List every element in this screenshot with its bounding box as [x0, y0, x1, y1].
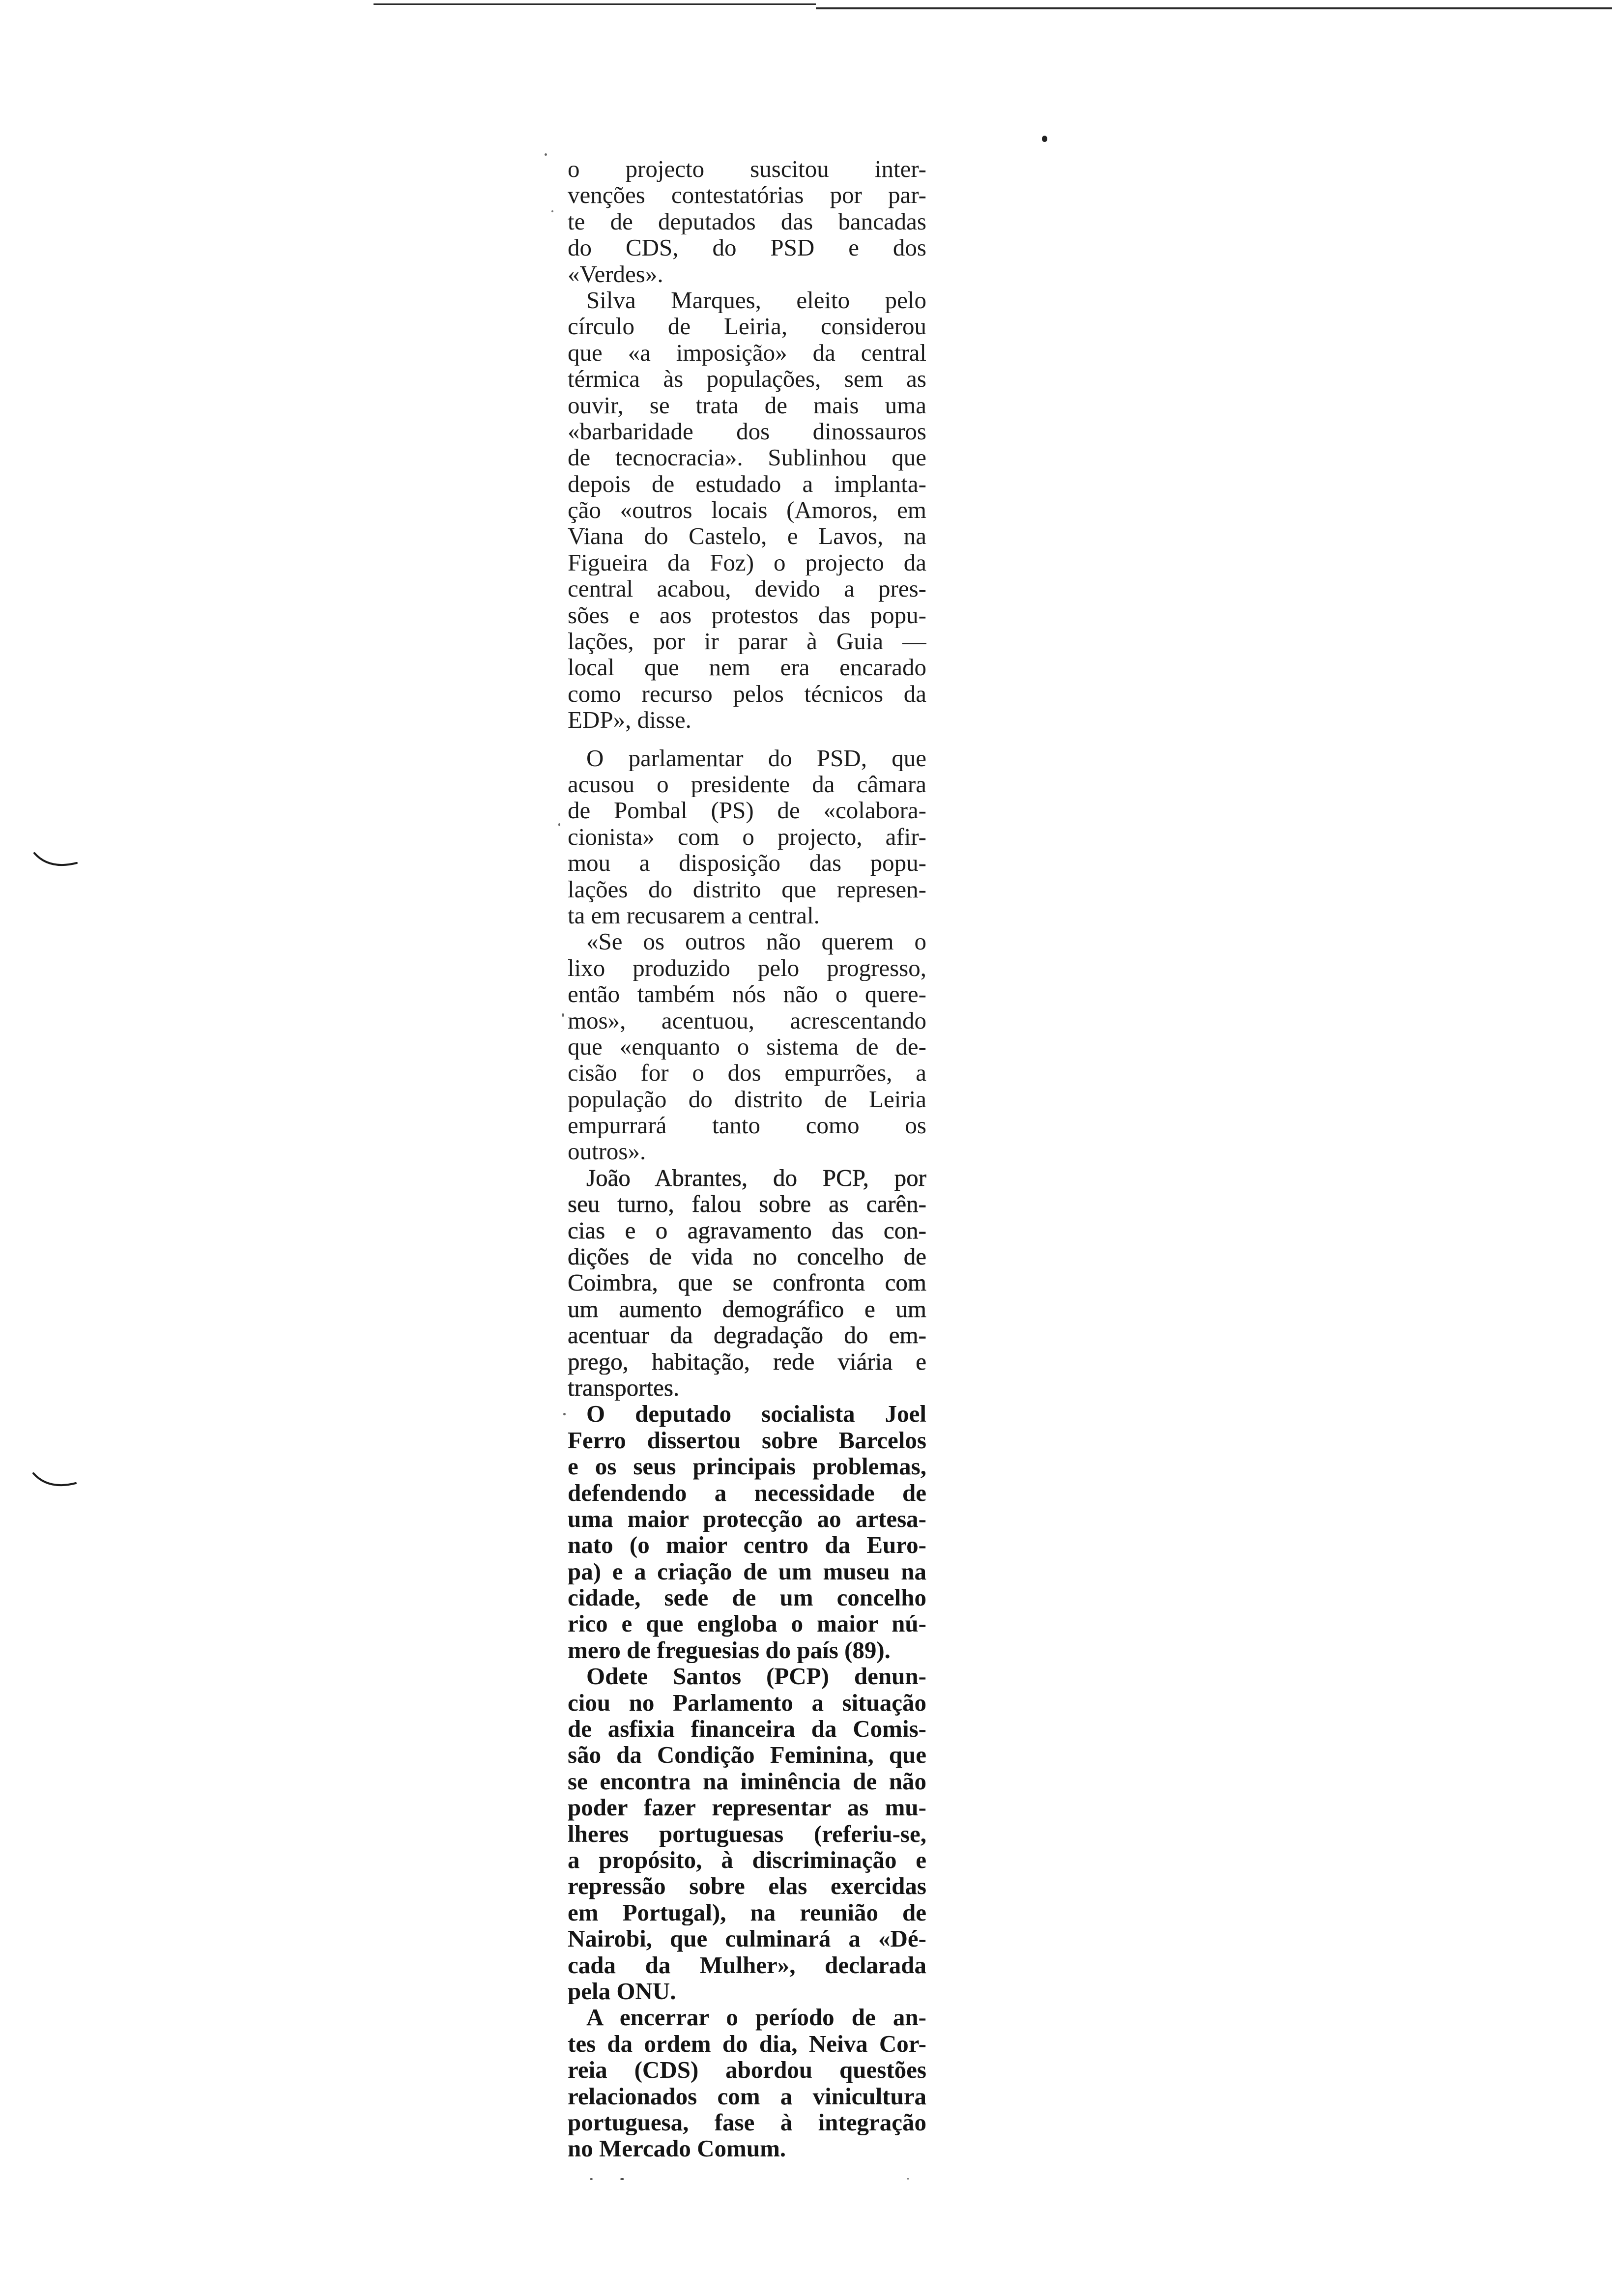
scan-speck [563, 1413, 566, 1415]
article-line: como recurso pelos técnicos da [568, 680, 926, 707]
article-line: em Portugal), na reunião de [568, 1899, 926, 1926]
article-line: o projecto suscitou inter- [568, 156, 926, 182]
scan-speck [562, 1013, 564, 1017]
article-line: acentuar da degradação do em- [568, 1322, 926, 1349]
article-line: e os seus principais problemas, [568, 1453, 926, 1480]
article-line: ta em recusarem a central. [568, 902, 820, 929]
article-line: local que nem era encarado [568, 654, 926, 681]
article-line: lações do distrito que represen- [568, 876, 926, 902]
article-paragraph [568, 745, 926, 929]
article-line: ouvir, se trata de mais uma [568, 392, 926, 418]
article-line: círculo de Leiria, considerou [568, 313, 926, 340]
article-line: Odete Santos (PCP) denun- [586, 1663, 926, 1690]
article-line: O deputado socialista Joel [586, 1401, 926, 1427]
article-line: lheres portuguesas (referiu-se, [568, 1820, 926, 1847]
article-line: central acabou, devido a pres- [568, 575, 926, 602]
article-line: EDP», disse. [568, 707, 691, 733]
scan-curve-mark [31, 1469, 79, 1493]
article-paragraph [568, 1401, 926, 1663]
article-line: portuguesa, fase à integração [568, 2109, 926, 2136]
article-line: nato (o maior centro da Euro- [568, 1532, 926, 1558]
article-line: Ferro dissertou sobre Barcelos [568, 1427, 926, 1454]
article-line: de asfixia financeira da Comis- [568, 1716, 926, 1742]
article-line: um aumento demográfico e um [568, 1295, 926, 1322]
article-line: que «enquanto o sistema de de- [568, 1033, 926, 1060]
article-line: outros». [568, 1138, 646, 1165]
article-line: «Verdes». [568, 260, 663, 287]
article-line: Coimbra, que se confronta com [568, 1269, 926, 1296]
article-line: pela ONU. [568, 1978, 676, 2005]
article-line: cionista» com o projecto, afir- [568, 823, 926, 850]
scan-speck [620, 2178, 624, 2180]
article-line: que «a imposição» da central [568, 339, 926, 366]
article-line: de Pombal (PS) de «colabora- [568, 797, 926, 824]
scan-speck [551, 210, 553, 212]
article-line: empurrará tanto como os [568, 1112, 926, 1139]
article-line: venções contestatórias por par- [568, 182, 926, 208]
article-line: se encontra na iminência de não [568, 1768, 926, 1795]
article-line: ção «outros locais (Amoros, em [568, 497, 926, 523]
article-line: defendendo a necessidade de [568, 1479, 926, 1506]
article-line: «barbaridade dos dinossauros [568, 418, 926, 445]
article-line: cias e o agravamento das con- [568, 1217, 926, 1244]
article-line: Silva Marques, eleito pelo [586, 287, 926, 314]
article-line: prego, habitação, rede viária e [568, 1348, 926, 1375]
article-line: do CDS, do PSD e dos [568, 234, 926, 261]
article-column [568, 156, 926, 2162]
top-edge-rule [816, 7, 1612, 9]
scan-speck [558, 823, 560, 826]
article-paragraph [568, 156, 926, 287]
article-line: mero de freguesias do país (89). [568, 1636, 891, 1664]
article-line: cidade, sede de um concelho [568, 1584, 926, 1611]
article-paragraph [568, 1165, 926, 1401]
article-line: mou a disposição das popu- [568, 850, 926, 876]
article-line: Figueira da Foz) o projecto da [568, 549, 926, 576]
article-paragraph [568, 2004, 926, 2161]
article-line: no Mercado Comum. [568, 2135, 786, 2162]
scan-speck [1042, 136, 1047, 142]
article-line: então também nós não o quere- [568, 981, 926, 1007]
article-line: O parlamentar do PSD, que [586, 745, 926, 771]
article-line: relacionados com a vinicultura [568, 2083, 926, 2109]
article-line: população do distrito de Leiria [568, 1086, 926, 1113]
article-line: Viana do Castelo, e Lavos, na [568, 523, 926, 549]
article-line: são da Condição Feminina, que [568, 1742, 926, 1768]
scan-speck [545, 153, 547, 156]
article-line: acusou o presidente da câmara [568, 771, 926, 798]
article-line: «Se os outros não querem o [586, 928, 926, 955]
scan-curve-mark [32, 849, 80, 873]
article-line: térmica às populações, sem as [568, 366, 926, 392]
article-line: rico e que engloba o maior nú- [568, 1610, 926, 1637]
article-paragraph [568, 287, 926, 733]
article-line: depois de estudado a implanta- [568, 470, 926, 497]
article-line: lações, por ir parar à Guia — [568, 628, 926, 655]
article-line: Nairobi, que culminará a «Dé- [568, 1925, 926, 1952]
article-line: cisão for o dos empurrões, a [568, 1060, 926, 1086]
article-line: sões e aos protestos das popu- [568, 602, 926, 629]
article-paragraph [568, 1663, 926, 2004]
article-line: uma maior protecção ao artesa- [568, 1505, 926, 1532]
scan-speck [590, 2178, 593, 2180]
article-line: reia (CDS) abordou questões [568, 2057, 926, 2083]
article-line: tes da ordem do dia, Neiva Cor- [568, 2030, 926, 2057]
article-line: te de deputados das bancadas [568, 208, 926, 235]
article-line: a propósito, à discriminação e [568, 1847, 926, 1873]
article-line: transportes. [568, 1374, 680, 1401]
article-line: ciou no Parlamento a situação [568, 1689, 926, 1716]
article-line: repressão sobre elas exercidas [568, 1873, 926, 1899]
article-line: João Abrantes, do PCP, por [586, 1164, 926, 1191]
top-edge-rule [374, 3, 816, 5]
article-line: seu turno, falou sobre as carên- [568, 1191, 926, 1217]
scan-speck [907, 2178, 909, 2180]
article-line: poder fazer representar as mu- [568, 1794, 926, 1821]
article-line: dições de vida no concelho de [568, 1243, 926, 1270]
article-line: pa) e a criação de um museu na [568, 1558, 926, 1585]
article-line: lixo produzido pelo progresso, [568, 954, 926, 981]
article-line: mos», acentuou, acrescentando [568, 1007, 926, 1033]
article-paragraph [568, 928, 926, 1165]
article-line: cada da Mulher», declarada [568, 1952, 926, 1978]
article-line: de tecnocracia». Sublinhou que [568, 444, 926, 471]
article-line: A encerrar o período de an- [586, 2004, 926, 2031]
